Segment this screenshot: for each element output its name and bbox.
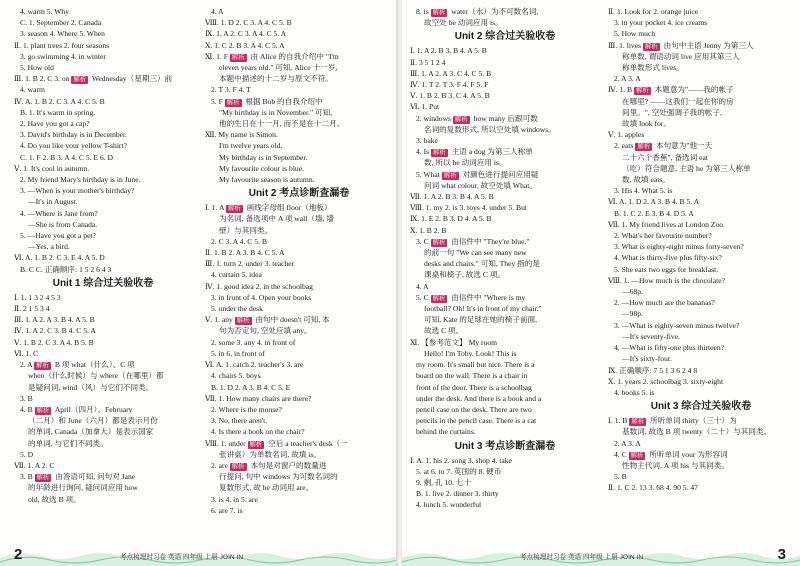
answer-line — [608, 415, 794, 426]
answer-line: B. 1. It's warm in spring. — [20, 107, 96, 117]
answer-line: old, 故选 B 项。 — [28, 494, 81, 504]
answer-text: 3. B — [20, 472, 35, 482]
answer-line: —It's sixty-four. — [622, 354, 672, 364]
answer-line: 6. are 7. is — [211, 505, 243, 515]
analysis-tag: 解析 — [36, 362, 49, 370]
section-title: Unit 3 考点诊断查漏卷 — [454, 440, 556, 452]
answer-line: C. 1. F 2. B 3. A 4. C 5. E 6. D — [20, 152, 114, 162]
answer-text: 2. windows — [416, 113, 453, 123]
answer-line: 他的生日在十一月, 而不是在十二月。 — [219, 119, 345, 129]
answer-line: pencils in the pencil case. There is a cat — [416, 416, 537, 426]
answer-line — [205, 51, 393, 62]
answer-line: 5. in 6. in front of — [211, 348, 265, 358]
answer-line: —It's seventy-five. — [622, 331, 680, 341]
answer-line: 3. go swimming 4. in winter — [20, 51, 106, 61]
answer-line: 问词 what colour, 故空处填 What。 — [424, 180, 537, 190]
answer-line: pencil case on the desk. There are two — [416, 404, 532, 414]
answer-line: Ⅶ. 1. A 2. C — [14, 460, 55, 470]
section-title: Unit 2 综合过关验收卷 — [454, 31, 556, 43]
answer-line: 复数形式, 故 be 动词用 are。 — [219, 483, 314, 493]
answer-line: 2. T 3. F 4. T — [211, 85, 251, 95]
answer-line: Ⅸ. 1. E 2. B 3. D 4. A 5. B — [410, 214, 492, 224]
answer-line: 的单词, Canada（加拿大）是表示国家 — [28, 427, 154, 437]
answer-line: 称单数, 谓语动词 live 应用其第三人 — [622, 51, 740, 61]
answer-line: 为名词, 备选项中 A 项 wall（墙, 墙 — [219, 214, 334, 224]
analysis-tag: 解析 — [637, 143, 651, 151]
analysis-tag: 解析 — [635, 87, 649, 95]
answer-text: 根据 Bob 的自我介绍中 — [243, 96, 323, 106]
answer-text: 8. is — [416, 7, 431, 16]
answer-line: behind the curtains. — [416, 427, 476, 437]
answer-line — [205, 314, 393, 325]
answer-text: 主语 a dog 为第三人称单 — [449, 147, 533, 157]
answer-line: 2. A 3. A — [614, 438, 641, 448]
page-number: 2 — [14, 546, 23, 563]
answer-line: 2. My friend Mary's birthday is in June. — [20, 175, 141, 185]
answer-line — [14, 471, 192, 482]
answer-line: 5. D — [20, 449, 34, 459]
answer-line: 称单数形式 lives。 — [622, 63, 684, 73]
analysis-tag: 解析 — [630, 451, 644, 459]
answer-line: 4. warm 5. Why — [20, 7, 69, 16]
answer-line: 5. under the desk — [211, 304, 263, 314]
answer-line: Ⅴ. 1. It's cool in autumn. — [14, 163, 90, 173]
answer-line: 3. His 4. What 5. is — [614, 186, 673, 196]
answer-line: Ⅲ. 1. A 2. A 3. C 4. C 5. B — [410, 68, 492, 78]
answer-line — [205, 96, 393, 107]
answer-line: 4. books 5. is — [614, 387, 655, 397]
answer-text: B 项 what（什么）、C 项 — [52, 360, 135, 370]
answer-line: board on the wall. There is a chair in — [416, 371, 528, 381]
answer-line: desks and chairs." 可知, They 指的是 — [424, 259, 540, 269]
answer-line: Ⅴ. 1. B 2. C 3. A 4. B 5. B — [14, 337, 94, 347]
answer-line — [608, 84, 794, 95]
answer-line: 句为否定句, 空处应填 any。 — [219, 326, 312, 336]
answer-line: Ⅺ. 【参考范文】 My room — [410, 337, 498, 347]
answer-line: 2. some 3. any 4. in front of — [211, 337, 296, 347]
answer-line — [14, 73, 192, 84]
answer-line: C. 1. September 2. Canada — [20, 18, 102, 28]
answer-line: 张讲桌）为单数名词, 故填 is。 — [219, 449, 321, 459]
section-title: Unit 3 综合过关验收卷 — [650, 401, 752, 413]
page-number: 3 — [777, 546, 786, 563]
answer-line: I'm twelve years old. — [219, 141, 283, 151]
answer-line: —Yes, a bird. — [28, 242, 70, 252]
answer-text: April（四月）、February — [53, 404, 133, 414]
right-column-1 — [410, 6, 600, 511]
section-title: Unit 1 综合过关验收卷 — [52, 277, 154, 289]
answer-line: 在哪里? ——这我们一起在你的房 — [622, 96, 734, 106]
answer-line: Ⅵ. 1. C — [14, 348, 39, 358]
answer-line: —It's in August. — [28, 197, 78, 207]
answer-line: 的前一句 "We can see many new — [424, 248, 527, 258]
answer-line: 4. Is there a book on the chair? — [211, 427, 305, 437]
answer-line: 故空处 be 动词应用 is。 — [424, 18, 503, 28]
answer-text: 画线字母组 floor（地板） — [244, 203, 332, 213]
answer-text: Ⅲ. 1. lives — [608, 40, 643, 50]
answer-text: 对颜色进行提问应用疑 — [460, 169, 539, 179]
answer-line: Ⅳ. A. 1. B 2. C 3. A 4. C 5. B — [14, 96, 105, 106]
answer-line: Ⅻ. My name is Simon. — [205, 130, 278, 140]
answer-line: 故选 C 项。 — [424, 326, 464, 336]
section-title: Unit 2 考点诊断查漏卷 — [248, 188, 350, 200]
answer-line: 4. Do you like your yellow T-shirt? — [20, 141, 127, 151]
answer-line: Ⅹ. 1. C 2. B 3. A 4. C 5. A — [205, 40, 285, 50]
answer-line: 3. —When is your mother's birthday? — [20, 186, 135, 196]
answer-line: Ⅳ. 1. T 2. T 3. F 4. F 5. F — [410, 80, 489, 90]
answer-text: 4. B — [20, 404, 35, 414]
answer-line: Ⅰ. A. 1. his 2. song 3. shop 4. take — [410, 455, 512, 465]
answer-line: 3. What is eighty-eight minus forty-seven? — [614, 242, 744, 252]
answer-text: 5. What — [416, 169, 442, 179]
answer-line: B. C C. 正确顺序: 1 5 2 6 4 3 — [20, 264, 112, 274]
answer-text: 2. A — [20, 360, 35, 370]
answer-text: Ⅲ. 1. B 2. C 3. on — [14, 74, 72, 84]
answer-line: My favourite season is autumn. — [219, 175, 315, 185]
answer-line: 性物主代词, A 项 his 与其同类。 — [622, 460, 729, 470]
answer-line: 3. B — [20, 393, 33, 403]
answer-text: Ⅺ. 1. F — [205, 51, 230, 61]
answer-line: 2. A 3. A — [614, 74, 641, 84]
left-column-2 — [205, 6, 393, 516]
analysis-tag: 解析 — [631, 418, 645, 426]
answer-text: 由信件中 "They're blue." — [449, 236, 530, 246]
answer-line: 9. 剩, 孔 10. 七十 — [416, 477, 472, 487]
answer-text: 4. Is — [416, 147, 431, 157]
answer-line — [410, 236, 600, 247]
answer-text: Ⅰ. 1. A — [205, 203, 226, 213]
answer-line — [410, 113, 600, 124]
analysis-tag: 解析 — [454, 115, 468, 123]
answer-line: front of the door. There is a schoolbag — [416, 382, 532, 392]
answer-line: 本题中描述的十二岁与原文不符。 — [219, 74, 333, 84]
answer-line: Ⅱ. 2 1 5 3 4 — [14, 304, 50, 314]
answer-line: 数, 所以 be 动词应用 is。 — [424, 158, 507, 168]
analysis-tag: 解析 — [644, 42, 658, 50]
answer-line: Ⅳ. 1. A 2. C 3. B 4. C 5. A — [14, 326, 96, 336]
answer-line: Ⅲ. 1. A 2. A 3. B 4. A 5. B — [14, 315, 95, 325]
analysis-tag: 解析 — [432, 9, 446, 16]
analysis-tag: 解析 — [249, 440, 263, 448]
answer-line: 5. —Have you got a pet? — [20, 231, 96, 241]
answer-line: B. 1. D 2. A 3. B 4. C 5. E — [211, 382, 291, 392]
answer-line: Ⅷ. 1. D 2. C 3. A 4. C 5. B — [205, 18, 292, 28]
answer-line: 是疑问词, wind（风）与它们不同类。 — [28, 382, 154, 392]
answer-line: （二月）和 June（六月）都是表示月份 — [28, 416, 158, 426]
answer-line: football? Oh! It's in front of my chair." — [424, 304, 542, 314]
analysis-tag: 解析 — [432, 149, 446, 157]
answer-line: 课桌和椅子, 故选 C 项。 — [424, 270, 506, 280]
answer-line: 4. —What is fifty-one plus thirteen? — [614, 343, 725, 353]
answer-line — [14, 404, 192, 415]
analysis-tag: 解析 — [236, 317, 250, 325]
answer-line: Ⅶ. 1. How many chairs are there? — [205, 393, 312, 403]
analysis-tag: 解析 — [226, 98, 240, 106]
answer-line — [608, 40, 794, 51]
answer-line: Ⅵ. A. 1. B 2. C 3. E 4. A 5. D — [14, 253, 105, 263]
answer-text: 本句是对窗户的数量进 — [248, 460, 327, 470]
answer-line: 二十六个香蕉", 备选词 eat — [622, 152, 708, 162]
answer-line: 2. What's her favourite number? — [614, 231, 712, 241]
answer-text: 本题意为"——我的帐子 — [652, 85, 734, 95]
answer-line: —98p. — [622, 309, 643, 319]
analysis-tag: 解析 — [432, 294, 446, 302]
analysis-tag: 解析 — [432, 238, 446, 246]
answer-line: 4. A — [211, 7, 224, 16]
answer-line: 4. curtain 5. idea — [211, 270, 262, 280]
answer-line: 4. warm — [20, 85, 45, 95]
answer-text: 所听单词 thirty（三十）为 — [648, 416, 737, 426]
answer-text: 4. C — [614, 449, 629, 459]
answer-line: —68p. — [622, 287, 643, 297]
answer-text: 由 Alice 的自我介绍中 "I'm — [248, 51, 339, 61]
answer-text: 由答语可知, 问句对 Jane — [53, 472, 136, 482]
answer-line: Ⅱ. 1. plant trees 2. four seasons — [14, 40, 110, 50]
answer-line: 故填 look for。 — [622, 119, 671, 129]
answer-text: 5. F — [211, 96, 225, 106]
answer-line: Ⅶ. 1. My friend lives at London Zoo. — [608, 219, 725, 229]
analysis-tag: 解析 — [36, 474, 50, 482]
answer-text: 5. C — [416, 292, 431, 302]
answer-line: Ⅴ. 1. B 2. B 3. C 4. A 5. B — [410, 91, 490, 101]
answer-line: Ⅶ. 1. A 2. B 3. B 4. A 5. B — [410, 192, 494, 202]
answer-text: Ⅰ. 1. B — [608, 416, 630, 426]
answer-line: 2. —How much are the bananas? — [614, 298, 715, 308]
answer-line: My favourite colour is blue. — [219, 163, 304, 173]
answer-line: Ⅵ. A. 1. catch 2. teacher's 3. are — [205, 360, 304, 370]
answer-line: Ⅳ. 1. good idea 2. in the schoolbag — [205, 281, 313, 291]
answer-text: Ⅴ. 1. any — [205, 315, 235, 325]
answer-line — [410, 6, 600, 17]
analysis-tag: 解析 — [231, 53, 245, 61]
answer-line: 数, 故填 eats。 — [622, 175, 670, 185]
answer-line: Ⅱ. 3 5 1 2 4 — [410, 57, 446, 67]
answer-line: Ⅷ. 1. —How much is the chocolate? — [608, 275, 725, 285]
answer-line: 2. C 3. A 4. C 5. B — [211, 236, 267, 246]
answer-line: 3. season 4. Where 5. When — [20, 29, 105, 39]
answer-line: Hello! I'm Toby. Look! This is — [424, 348, 517, 358]
answer-text: 3. C — [416, 236, 431, 246]
answer-text: 2. are — [211, 460, 230, 470]
answer-line: My birthday is in September. — [219, 152, 308, 162]
answer-line: 名词的复数形式, 所以空处填 windows。 — [424, 124, 556, 134]
answer-line: 2. Where is the mouse? — [211, 404, 282, 414]
answer-text: 空后 a teacher's desk（一 — [266, 438, 348, 448]
analysis-tag: 解析 — [227, 205, 241, 213]
answer-line: Ⅰ. 1. A 2. B 3. B 4. A 5. B — [410, 46, 487, 56]
answer-line: Ⅱ. 1. B 2. A 3. B 4. C 5. A — [205, 248, 285, 258]
answer-line: Ⅹ. 1. B 2. B — [410, 225, 447, 235]
answer-line: Ⅰ. 1. 1 3 2 4 5 3 — [14, 292, 61, 302]
footer-text: 考点梳理时习卷 英语 四年级 上册 JOIN IN — [520, 554, 644, 561]
answer-line: Ⅷ. 1. my 2. is 3. toys 4. under 5. But — [410, 203, 528, 213]
answer-line: 4. lunch 5. wonderful — [416, 500, 482, 510]
answer-line: 5. How old — [20, 63, 54, 73]
answer-line: B. 1. live 2. dinner 3. thirty — [416, 489, 499, 499]
answer-line: Ⅹ. 1. years 2. schoolbag 3. sixty-eight — [608, 376, 724, 386]
answer-text: 由句中主语 Jenny 为第三人 — [661, 40, 754, 50]
answer-line: 壁）与其同类。 — [219, 225, 273, 235]
answer-line: 3. in front of 4. Open your books — [211, 292, 312, 302]
answer-line: B. 1. C 2. E 3. B 4. D 5. A — [614, 208, 694, 218]
answer-line: 行提问, 句中 windows 为可数名词的 — [219, 472, 338, 482]
answer-line: 基数词, 故选 B 项 twenty（二十）与其同类。 — [622, 427, 772, 437]
answer-line: 3. in your pocket 4. ice creams — [614, 18, 708, 28]
answer-line: Ⅸ. 正确顺序: 7 5 1 3 6 2 4 8 — [608, 365, 698, 375]
answer-line: 间里。", 空处强调子我的帐子, — [622, 107, 722, 117]
answer-line — [410, 292, 600, 303]
answer-line: "My birthday is in November." 可知, — [219, 107, 333, 117]
answer-text: 由句中 doesn't 可知, 本 — [253, 315, 330, 325]
answer-line: 3. is 4. in 5. are — [211, 494, 258, 504]
answer-line: 的单词, 与它们不同类。 — [28, 438, 108, 448]
answer-line: Ⅵ. 1. Put — [410, 102, 440, 112]
analysis-tag: 解析 — [443, 171, 457, 179]
answer-line: my room. It's small but nice. There is a — [416, 360, 535, 370]
right-column-2 — [608, 6, 794, 494]
answer-line: 5. B — [614, 472, 627, 482]
answer-line — [14, 359, 192, 370]
answer-line: 3. No, there aren't. — [211, 416, 268, 426]
answer-text: water（水）为不可数名词, — [449, 7, 539, 16]
answer-line — [410, 146, 600, 157]
answer-line: 3. bake — [416, 136, 438, 146]
answer-text: how many 后跟可数 — [471, 113, 538, 123]
left-page — [0, 0, 398, 566]
answer-line: 5. She eats two eggs for breakfast. — [614, 264, 719, 274]
answer-line: 2. Have you got a cap? — [20, 119, 90, 129]
answer-text: 所听单词 your 为形容词 — [647, 449, 728, 459]
right-footer — [402, 544, 800, 566]
answer-line: under the desk. And there is a book and a — [416, 393, 542, 403]
answer-line: Ⅸ. 1. A 2. C 3. A 4. C 5. A — [205, 29, 287, 39]
answer-line: Ⅱ. 1. Look for 2. orange juice — [608, 7, 699, 16]
answer-text: 2. eats — [614, 141, 636, 151]
right-page — [402, 0, 800, 566]
answer-line: 4. What is thirty-five plus fifty-six? — [614, 253, 722, 263]
answer-line: 4. A — [416, 281, 429, 291]
analysis-tag: 解析 — [73, 76, 87, 84]
answer-line — [205, 460, 393, 471]
answer-line: 可知, Kate 的足球在她的椅子前面, — [424, 315, 538, 325]
answer-line: Ⅵ. A. 1. D 2. A 3. B 4. B 5. A — [608, 197, 700, 207]
left-column-1 — [14, 6, 192, 505]
answer-line: 5. at 6. to 7. 英国的 8. 硬币 — [416, 466, 502, 476]
answer-line: 3. David's birthday is in December. — [20, 130, 128, 140]
analysis-tag: 解析 — [36, 406, 50, 414]
answer-text: Ⅳ. 1. B — [608, 85, 634, 95]
answer-line — [608, 140, 794, 151]
left-footer — [0, 544, 398, 566]
answer-line: eleven years old." 可知, Alice 十一岁, — [219, 63, 338, 73]
answer-line: 4. chairs 5. boys — [211, 371, 261, 381]
answer-text: Ⅷ. 1. under — [205, 438, 248, 448]
answer-line: Ⅲ. 1. turn 2. under 3. teacher — [205, 259, 295, 269]
answer-line — [410, 169, 600, 180]
answer-line: （吃）符合题意, 主语 he 为第三人称单 — [622, 163, 751, 173]
answer-line: 3. —What is eighty-seven minus twelve? — [614, 320, 740, 330]
answer-text: Wednesday（星期三）前 — [90, 74, 173, 84]
answer-line: —She is from Canada. — [28, 219, 98, 229]
answer-line: Ⅱ. 1. C 2. 13 3. 68 4. 90 5. 47 — [608, 483, 698, 493]
answer-text: 由信件中 "Where is my — [449, 292, 526, 302]
analysis-tag: 解析 — [231, 462, 245, 470]
footer-text: 考点梳理时习卷 英语 四年级 上册 JOIN IN — [120, 554, 244, 561]
answer-line: Ⅴ. 1. apples — [608, 130, 645, 140]
answer-line: when（什么时候）与 where（在哪里）都 — [28, 371, 164, 381]
answer-line: 4. —Where is Jane from? — [20, 208, 98, 218]
answer-line — [608, 449, 794, 460]
answer-line: 5. How much — [614, 29, 656, 39]
answer-line — [205, 202, 393, 213]
answer-line — [205, 438, 393, 449]
answer-line: 的年龄进行询问, 疑问词应用 how — [28, 483, 138, 493]
answer-text: 本句意为"他一天 — [654, 141, 713, 151]
